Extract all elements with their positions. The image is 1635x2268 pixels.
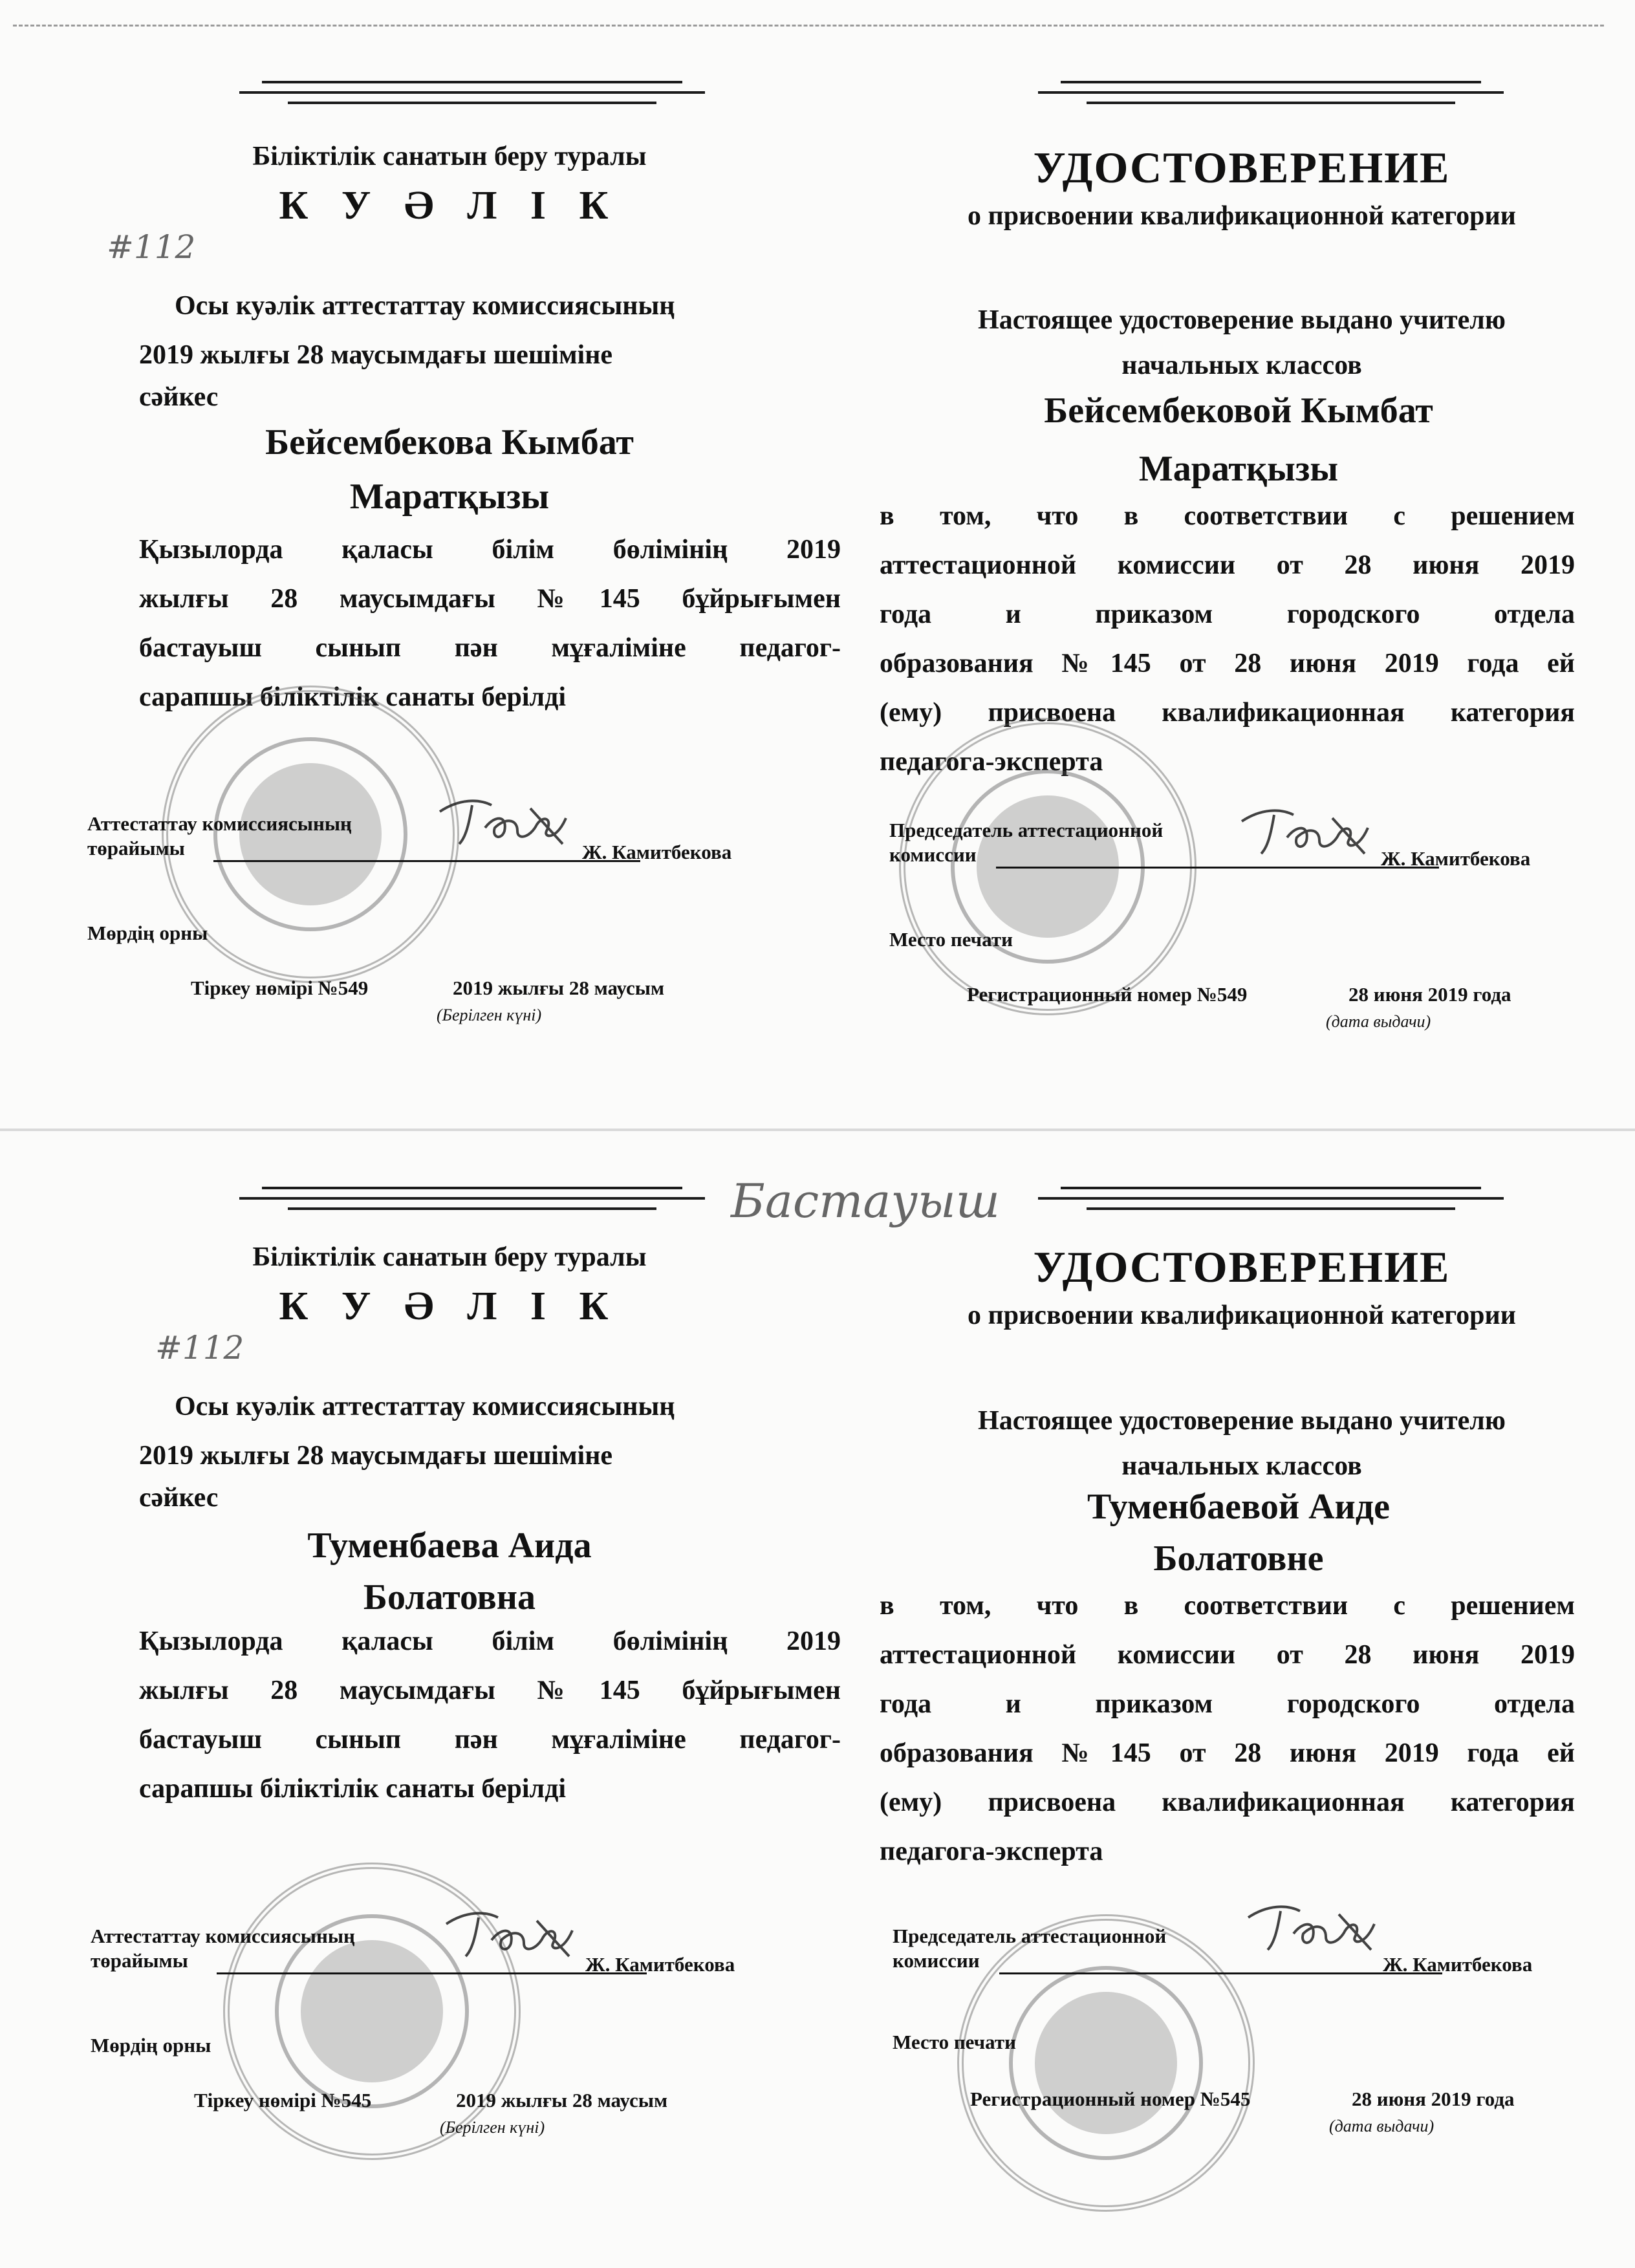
kz-recipient-name: Туменбаева Аида Болатовна [307,1526,592,1617]
signature-icon [440,1905,589,1963]
kz-signature-line [217,1972,647,1974]
ru-body: в том, что в соответствии с решением аттестационной комиссии от 28 июня 2019 года и приказом городского отдела образования №145 от 28 июня 2019 года ей (ему) присвоена квалификационная категория педагога-эксперта [880,501,1575,777]
signature-icon [433,792,582,850]
kz-body: Қызылорда қаласы білім бөлімінің 2019 жылғы 28 маусымдағы №145 бұйрығымен бастауыш сынып пән мұғаліміне педагог- сарапшы біліктілік санаты берілді [139,535,841,712]
kz-reg-number: Тіркеу нөмірі №549 [191,977,369,999]
ru-seal-label: Место печати [893,2031,1016,2053]
ru-title: УДОСТОВЕРЕНИЕ [1033,143,1451,192]
ru-chair-label: Председатель аттестационной комиссии [889,819,1164,866]
ru-issue-date: 28 июня 2019 года [1352,2088,1515,2110]
kz-title: К У Ә Л І К [279,1284,620,1328]
certificate-ru-2 [860,1106,1635,2205]
kz-signature-line [213,860,640,862]
ru-reg-number: Регистрационный номер №549 [967,983,1248,1006]
signature-icon [1242,1898,1391,1956]
handwritten-note: #112 [155,1329,244,1366]
kz-chair-name: Ж. Камитбекова [585,1953,735,1976]
kz-issue-date: 2019 жылғы 28 маусым [453,977,665,999]
kz-seal-label: Мөрдің орны [87,922,208,944]
ru-date-note: (дата выдачи) [1329,2117,1435,2135]
ru-signature-line [999,1972,1442,1974]
kz-seal-label: Мөрдің орны [91,2034,211,2057]
kz-chair-name: Ж. Камитбекова [582,841,732,863]
ru-signature-line [996,867,1439,869]
header-rules [239,1187,705,1218]
ru-intro: Настоящее удостоверение выдано учителю начальных классов [978,1406,1506,1481]
kz-subtitle: Біліктілік санатын беру туралы [252,142,647,171]
header-rules [1038,1187,1504,1218]
kz-intro: Осы куәлік аттестаттау комиссиясының 2019 жылғы 28 маусымдағы шешіміне сәйкес [139,291,675,412]
ru-intro: Настоящее удостоверение выдано учителю начальных классов [978,305,1506,380]
certificate-kz-1 [65,0,847,1099]
ru-subtitle: о присвоении квалификационной категории [968,1301,1516,1330]
ru-title: УДОСТОВЕРЕНИЕ [1033,1242,1451,1291]
ru-reg-number: Регистрационный номер №545 [970,2088,1251,2110]
kz-chair-label: Аттестаттау комиссиясының төрайымы [91,1925,355,1972]
handwritten-note: #112 [107,228,196,266]
kz-date-note: (Берілген күні) [437,1006,542,1024]
kz-subtitle: Біліктілік санатын беру туралы [252,1242,647,1272]
ru-date-note: (дата выдачи) [1326,1012,1431,1031]
header-rules [1038,81,1504,112]
certificate-kz-2 [65,1106,847,2205]
ru-body: в том, что в соответствии с решением аттестационной комиссии от 28 июня 2019 года и приказом городского отдела образования №145 от 28 июня 2019 года ей (ему) присвоена квалификационная категория педагога-эксперта [880,1591,1575,1866]
signature-icon [1235,802,1384,860]
kz-recipient-name: Бейсембекова Кымбат Маратқызы [265,422,634,517]
ru-chair-name: Ж. Камитбекова [1381,847,1531,870]
ru-subtitle: о присвоении квалификационной категории [968,201,1516,231]
ru-chair-label: Председатель аттестационной комиссии [893,1925,1167,1972]
ru-recipient-name: Бейсембековой Кымбат Маратқызы [1044,391,1433,489]
ru-issue-date: 28 июня 2019 года [1348,983,1511,1006]
kz-body: Қызылорда қаласы білім бөлімінің 2019 жылғы 28 маусымдағы №145 бұйрығымен бастауыш сынып пән мұғаліміне педагог- сарапшы біліктілік санаты берілді [139,1626,841,1804]
kz-intro: Осы куәлік аттестаттау комиссиясының 2019 жылғы 28 маусымдағы шешіміне сәйкес [139,1392,675,1513]
kz-title: К У Ә Л І К [279,184,620,228]
handwritten-top-note: Бастауыш [731,1174,1000,1228]
kz-reg-number: Тіркеу нөмірі №545 [194,2089,372,2111]
certificate-ru-1 [860,0,1635,1099]
ru-seal-label: Место печати [889,928,1013,951]
kz-date-note: (Берілген күні) [440,2118,545,2137]
kz-issue-date: 2019 жылғы 28 маусым [456,2089,668,2111]
kz-chair-label: Аттестаттау комиссиясының төрайымы [87,812,352,859]
ru-recipient-name: Туменбаевой Аиде Болатовне [1087,1487,1390,1579]
ru-chair-name: Ж. Камитбекова [1383,1953,1533,1976]
header-rules [239,81,705,112]
